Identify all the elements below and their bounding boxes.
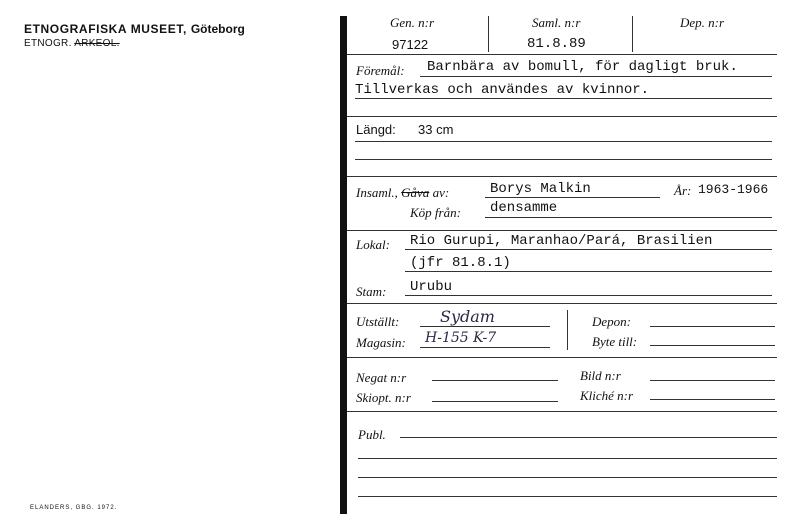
kop-label: Köp från: [410,205,461,220]
rule [347,116,777,117]
fill-line [355,159,772,160]
rule [347,54,777,55]
fill-line [405,295,772,296]
stam-value: Urubu [410,279,453,295]
printer-mark: ELANDERS, GBG. 1972. [30,505,118,511]
fill-line [432,401,558,402]
ar-label: År: [674,183,692,198]
divider [632,16,633,52]
lokal-label: Lokal: [356,237,390,252]
bild-label: Bild n:r [580,368,621,383]
fill-line [485,217,772,218]
fill-line [405,271,772,272]
fill-line [432,380,558,381]
fill-line [358,458,777,459]
gen-label: Gen. n:r [390,15,435,30]
fill-line [355,98,772,99]
insaml-value: Borys Malkin [490,181,591,197]
kliche-label: Kliché n:r [580,388,634,403]
fill-line [485,197,660,198]
depon-label: Depon: [592,314,631,329]
magasin-value: H-155 K-7 [425,330,497,346]
card-left-bar [340,16,347,514]
insaml-label: Insaml., Gåva av: [356,185,450,200]
foremal-line1: Barnbära av bomull, för dagligt bruk. [427,59,738,75]
department-struck: ARKEOL. [74,38,120,49]
fill-line [420,76,772,77]
fill-line [400,437,777,438]
divider [488,16,489,52]
rule [347,357,777,358]
divider [567,310,568,350]
fill-line [650,326,775,327]
department-line [24,38,120,49]
langd-value: 33 cm [418,122,454,137]
byte-label: Byte till: [592,334,638,349]
fill-line [355,141,772,142]
rule [347,176,777,177]
gen-value: 97122 [392,37,429,52]
foremal-label: Föremål: [356,63,405,78]
utstallt-value: Sydam [440,307,495,326]
fill-line [420,347,550,348]
fill-line [420,326,550,327]
saml-value: 81.8.89 [527,36,586,52]
skiopt-label: Skiopt. n:r [356,390,411,405]
museum-city: Göteborg [190,22,245,36]
stam-label: Stam: [356,284,387,299]
rule [347,303,777,304]
department-prefix: ETNOGR. [24,38,72,49]
lokal-line1: Rio Gurupi, Maranhao/Pará, Brasilien [410,233,713,249]
museum-name: ETNOGRAFISKA MUSEET, [24,22,187,36]
fill-line [650,345,775,346]
negat-label: Negat n:r [356,370,407,385]
fill-line [650,380,775,381]
dep-label: Dep. n:r [680,15,725,30]
kop-value: densamme [490,200,558,216]
fill-line [405,249,772,250]
fill-line [358,477,777,478]
utstallt-label: Utställt: [356,314,400,329]
rule [347,411,777,412]
foremal-line2: Tillverkas och användes av kvinnor. [355,82,650,98]
langd-label: Längd: [356,122,396,137]
rule [347,230,777,231]
insaml-struck: Gåva [401,185,430,200]
magasin-label: Magasin: [356,335,406,350]
publ-label: Publ. [358,427,386,442]
museum-title [24,22,245,36]
fill-line [650,399,775,400]
ar-value: 1963-1966 [698,182,769,197]
saml-label: Saml. n:r [532,15,581,30]
fill-line [358,496,777,497]
lokal-line2: (jfr 81.8.1) [410,255,511,271]
